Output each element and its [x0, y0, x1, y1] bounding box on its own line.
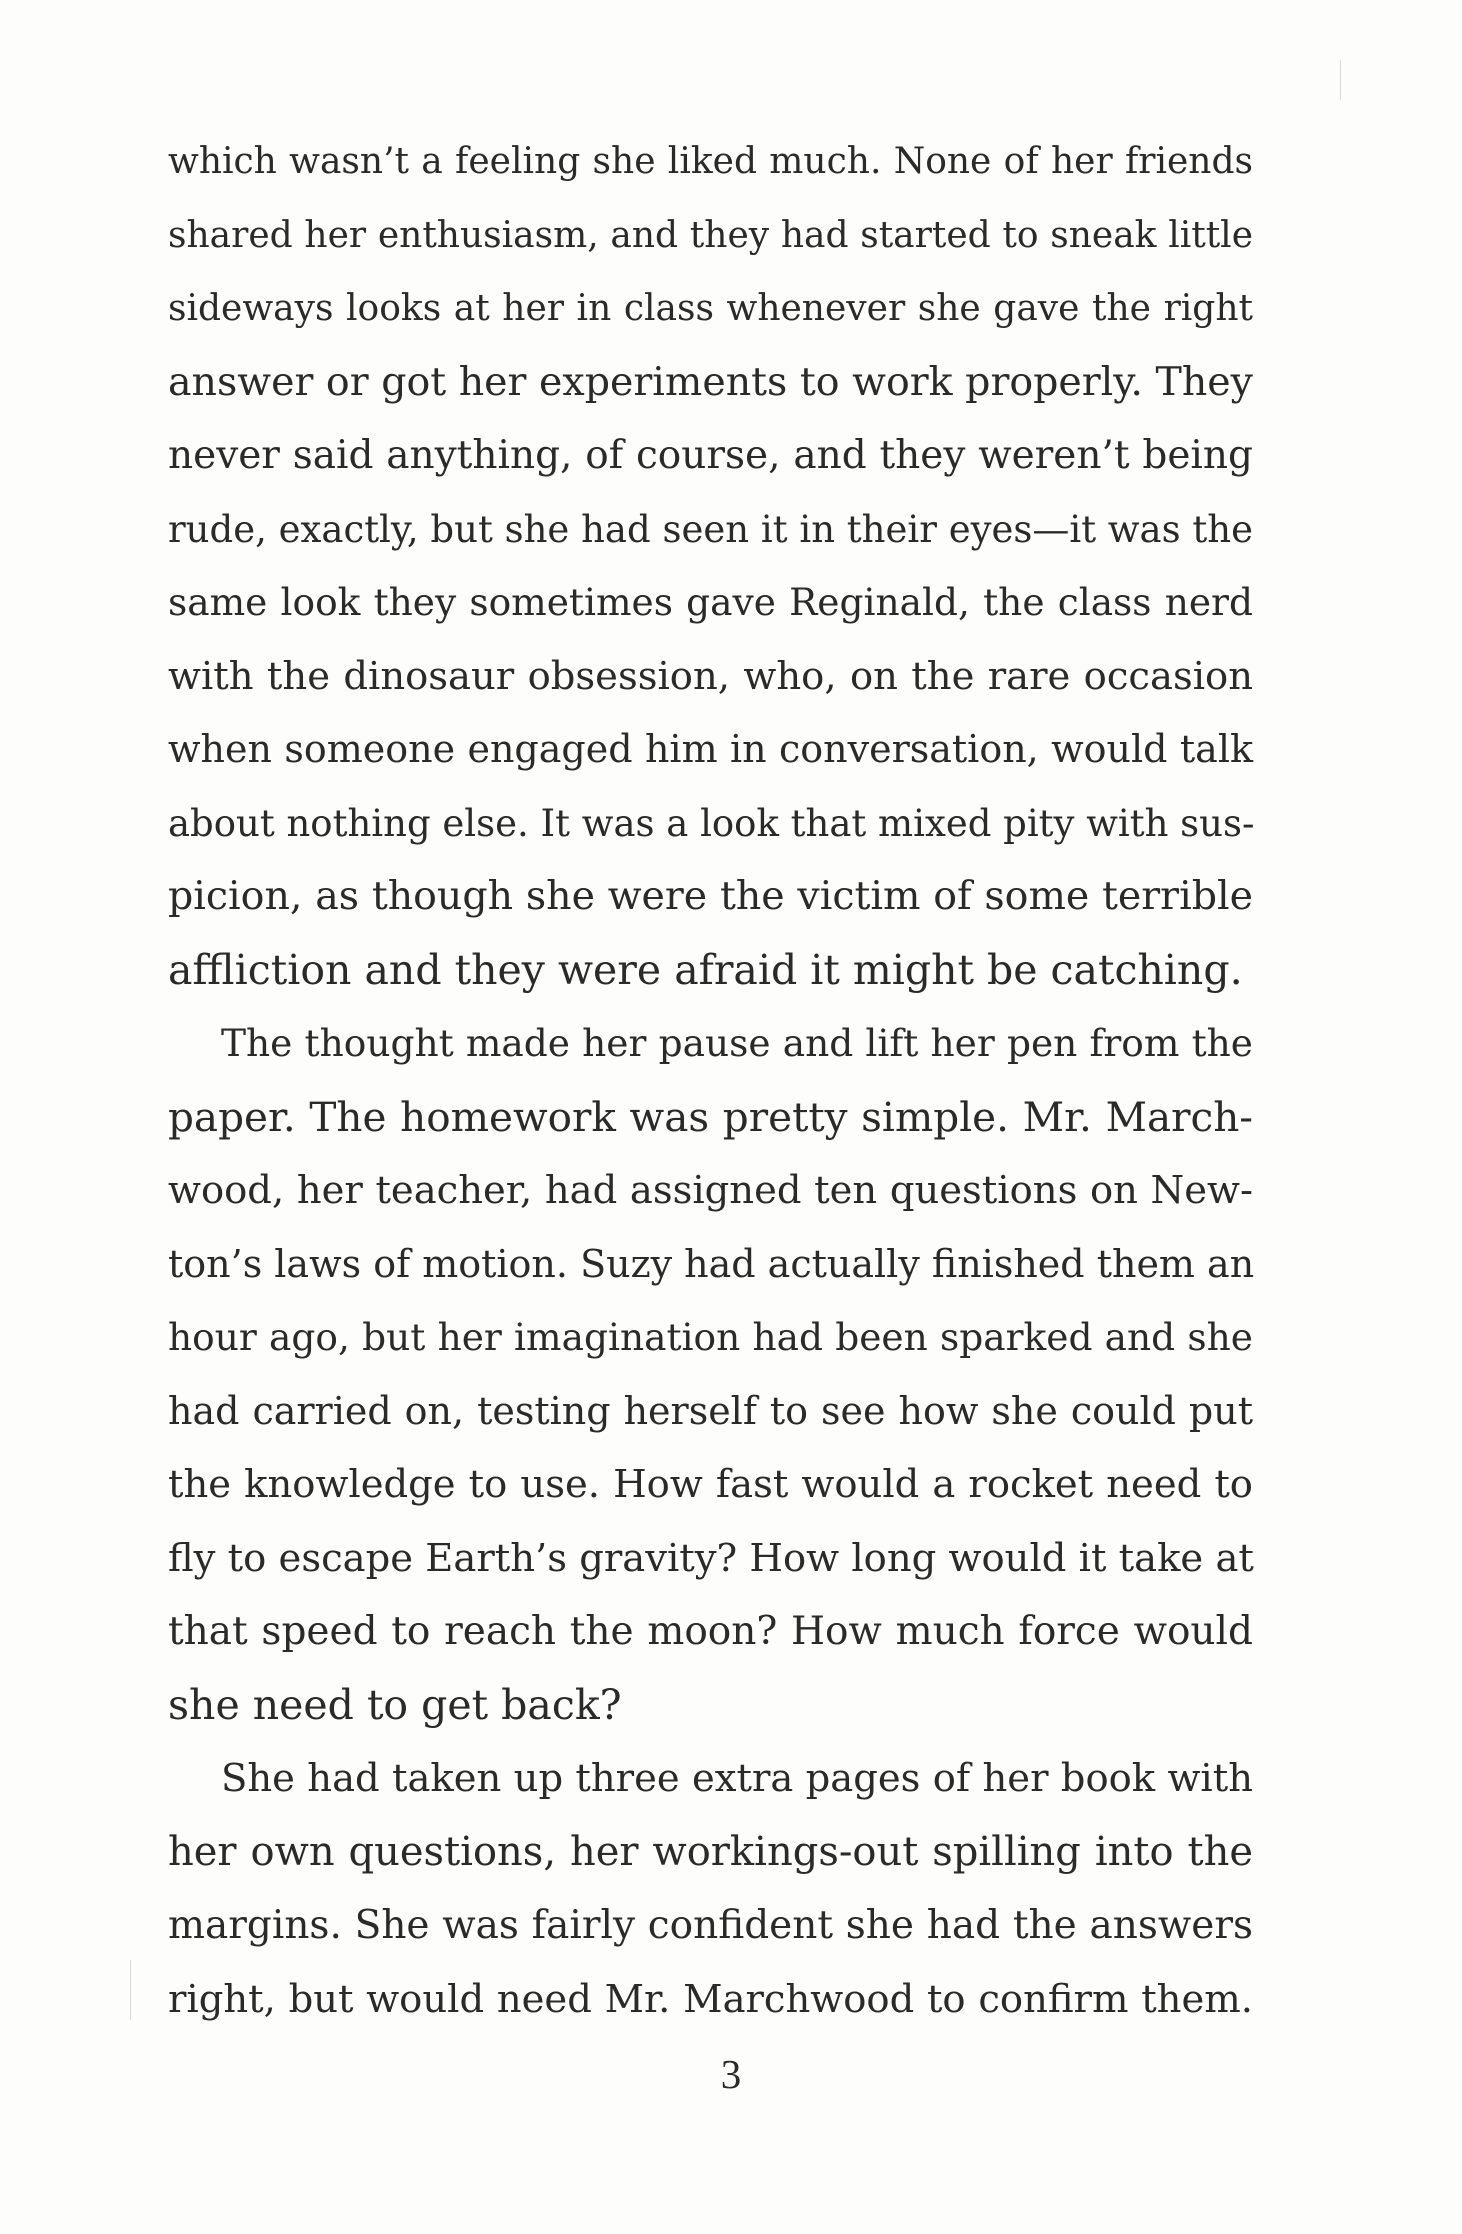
text-line: ton’s laws of motion. Suzy had actually finished them an: [168, 1241, 1255, 1286]
text-line: with the dinosaur obsession, who, on the rare occasion: [168, 653, 1253, 699]
text-line: picion, as though she were the victim of some terrible: [168, 873, 1253, 919]
text-line: her own questions, her workings-out spilling into the: [168, 1828, 1253, 1875]
body-text: [168, 125, 1253, 2036]
text-line: never said anything, of course, and they weren’t being: [168, 433, 1253, 478]
text-line: about nothing else. It was a look that mixed pity with sus-: [168, 801, 1255, 845]
text-line: same look they sometimes gave Reginald, the class nerd: [168, 580, 1253, 624]
text-line: when someone engaged him in conversation, would talk: [168, 727, 1253, 771]
text-line: hour ago, but her imagination had been sparked and she: [168, 1315, 1253, 1359]
text-line: the knowledge to use. How fast would a rocket need to: [168, 1462, 1253, 1507]
text-line: answer or got her experiments to work properly. They: [168, 358, 1253, 405]
text-line: that speed to reach the moon? How much force would: [168, 1609, 1253, 1654]
text-line: affliction and they were afraid it might be catching.: [168, 945, 1243, 994]
text-line: sideways looks at her in class whenever she gave the right: [168, 288, 1253, 329]
text-line: paper. The homework was pretty simple. Mr. March-: [168, 1092, 1253, 1141]
text-line: She had taken up three extra pages of her book with: [221, 1756, 1253, 1801]
text-line: wood, her teacher, had assigned ten questions on New-: [168, 1168, 1253, 1213]
scan-artifact: [1340, 60, 1341, 100]
text-line: rude, exactly, but she had seen it in their eyes—it was the: [168, 507, 1253, 551]
text-line: shared her enthusiasm, and they had started to sneak little: [168, 214, 1253, 256]
text-line: fly to escape Earth’s gravity? How long would it take at: [168, 1535, 1254, 1581]
text-line: The thought made her pause and lift her pen from the: [221, 1021, 1253, 1065]
text-line: margins. She was fairly confident she had the answers: [168, 1903, 1253, 1948]
text-line: she need to get back?: [168, 1680, 622, 1729]
text-line: right, but would need Mr. Marchwood to confirm them.: [168, 1976, 1253, 2022]
text-line: had carried on, testing herself to see how she could put: [168, 1388, 1253, 1433]
scan-artifact: [130, 1960, 131, 2020]
text-line: which wasn’t a feeling she liked much. None of her friends: [168, 141, 1253, 182]
page-number: 3: [720, 2051, 742, 2097]
